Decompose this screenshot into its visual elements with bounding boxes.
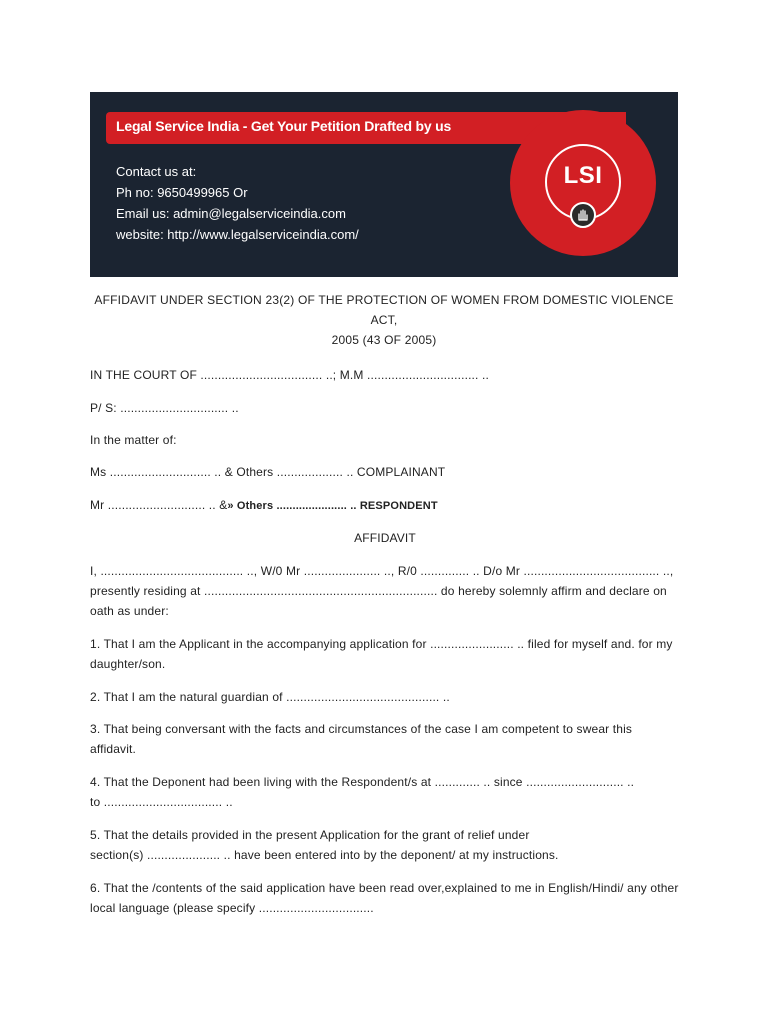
banner-title: Legal Service India - Get Your Petition Drafted by us <box>116 118 452 134</box>
respondent-line <box>90 495 680 516</box>
affidavit-heading: AFFIDAVIT <box>354 531 416 545</box>
court-line: IN THE COURT OF ................................... ..; M.M ................................ .. <box>90 368 489 382</box>
document-title <box>90 290 678 350</box>
intro-paragraph: I, ......................................... .., W/0 Mr ...................... .., R/0 .............. .. D/o Mr ....................................... .., presently residing at ................................................................... do hereby solemnly affirm and declare on oath as under: <box>90 564 674 618</box>
paragraph-3: 3. That being conversant with the facts and circumstances of the case I am competent to swear this affidavit. <box>90 722 633 756</box>
paragraph-1: 1. That I am the Applicant in the accompanying application for ........................ .. filed for myself and. for my daughter/son. <box>90 637 673 671</box>
contact-heading: Contact us at: <box>116 164 197 179</box>
advertisement-banner[interactable] <box>90 92 678 277</box>
matter-line: In the matter of: <box>90 433 177 447</box>
document-title-line1: AFFIDAVIT UNDER SECTION 23(2) OF THE PROTECTION OF WOMEN FROM DOMESTIC VIOLENCE ACT, <box>94 293 674 327</box>
complainant-line: Ms ............................. .. & Others ................... .. COMPLAINANT <box>90 465 446 479</box>
paragraph-5-line2: section(s) ..................... .. have been entered into by the deponent/ at my instructions. <box>90 848 559 862</box>
document-title-line2: 2005 (43 OF 2005) <box>331 333 437 347</box>
hand-icon <box>570 202 596 228</box>
contact-phone: Ph no: 9650499965 Or <box>116 185 248 200</box>
paragraph-5-line1: 5. That the details provided in the present Application for the grant of relief under <box>90 828 530 842</box>
paragraph-4-line1: 4. That the Deponent had been living with the Respondent/s at ............. .. since ............................ .. <box>90 775 635 789</box>
paragraph-6: 6. That the /contents of the said application have been read over,explained to me in English/Hindi/ any other local language (please specify ................................. <box>90 881 679 915</box>
contact-email[interactable]: Email us: admin@legalserviceindia.com <box>116 206 346 221</box>
contact-website[interactable]: website: http://www.legalserviceindia.com/ <box>116 227 359 242</box>
police-station-line: P/ S: ............................... .. <box>90 401 239 415</box>
respondent-suffix: » Others ...................... .. RESPONDENT <box>227 500 438 512</box>
paragraph-2: 2. That I am the natural guardian of ............................................ .. <box>90 690 450 704</box>
logo-text: LSI <box>563 162 603 189</box>
paragraph-4-line2: to .................................. .. <box>90 795 233 809</box>
respondent-prefix: Mr ............................ .. & <box>90 498 228 512</box>
